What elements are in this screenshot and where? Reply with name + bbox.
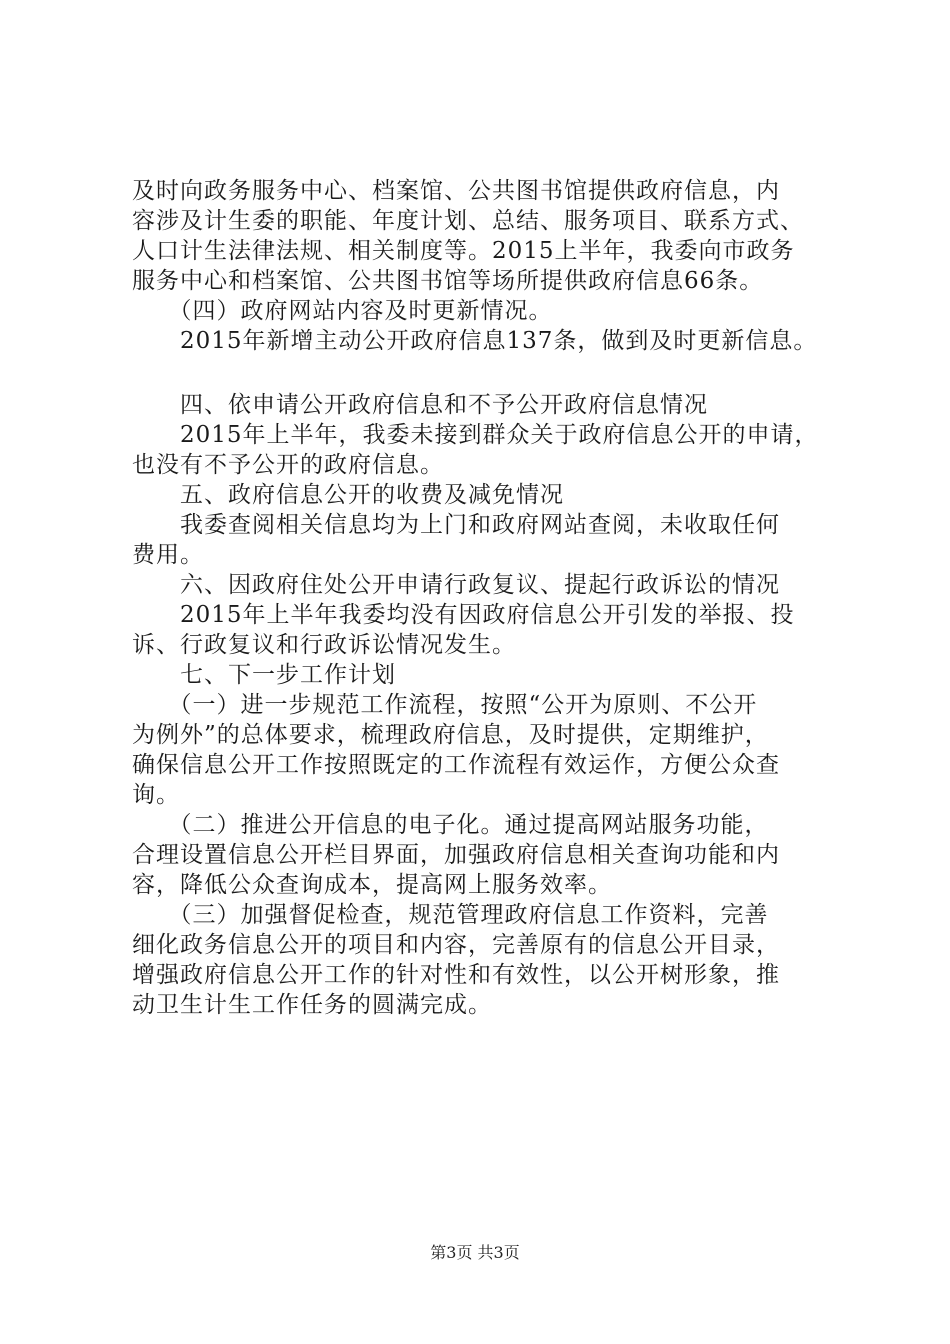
section-heading: 六、因政府住处公开申请行政复议、提起行政诉讼的情况 <box>132 572 780 598</box>
text-line: 2015年新增主动公开政府信息137条，做到及时更新信息。 <box>132 328 818 354</box>
document-body <box>132 176 852 1020</box>
text-line: 2015年上半年，我委未接到群众关于政府信息公开的申请， <box>132 422 819 448</box>
text-line: 动卫生计生工作任务的圆满完成。 <box>132 992 492 1018</box>
text-line: 2015年上半年我委均没有因政府信息公开引发的举报、投 <box>132 602 795 628</box>
text-line: 也没有不予公开的政府信息。 <box>132 452 444 478</box>
text-line: 诉、行政复议和行政诉讼情况发生。 <box>132 632 516 658</box>
text-line: 我委查阅相关信息均为上门和政府网站查阅，未收取任何 <box>132 512 780 538</box>
text-line: （二）推进公开信息的电子化。通过提高网站服务功能， <box>132 812 769 838</box>
section-heading: 七、下一步工作计划 <box>132 662 396 688</box>
text-line: （一）进一步规范工作流程，按照“公开为原则、不公开 <box>132 692 758 718</box>
text-line: 容，降低公众查询成本，提高网上服务效率。 <box>132 872 612 898</box>
text-line: 询。 <box>132 782 180 808</box>
text-line: 服务中心和档案馆、公共图书馆等场所提供政府信息66条。 <box>132 268 764 294</box>
page-number: 第3页 共3页 <box>430 1243 520 1262</box>
text-line: 容涉及计生委的职能、年度计划、总结、服务项目、联系方式、 <box>132 208 804 234</box>
text-line: 确保信息公开工作按照既定的工作流程有效运作，方便公众查 <box>132 752 780 778</box>
text-line: 合理设置信息公开栏目界面，加强政府信息相关查询功能和内 <box>132 842 780 868</box>
text-line: 费用。 <box>132 542 204 568</box>
text-line: （三）加强督促检查，规范管理政府信息工作资料，完善 <box>132 902 769 928</box>
blank-line <box>132 356 852 390</box>
text-line: 人口计生法律法规、相关制度等。2015上半年，我委向市政务 <box>132 238 795 264</box>
text-line: 增强政府信息公开工作的针对性和有效性，以公开树形象，推 <box>132 962 780 988</box>
text-line: 细化政务信息公开的项目和内容，完善原有的信息公开目录， <box>132 932 780 958</box>
section-heading: （四）政府网站内容及时更新情况。 <box>132 298 553 324</box>
text-line: 为例外”的总体要求，梳理政府信息，及时提供，定期维护， <box>132 722 769 748</box>
section-heading: 四、依申请公开政府信息和不予公开政府信息情况 <box>132 392 708 418</box>
section-heading: 五、政府信息公开的收费及减免情况 <box>132 482 564 508</box>
text-line: 及时向政务服务中心、档案馆、公共图书馆提供政府信息，内 <box>132 178 780 204</box>
